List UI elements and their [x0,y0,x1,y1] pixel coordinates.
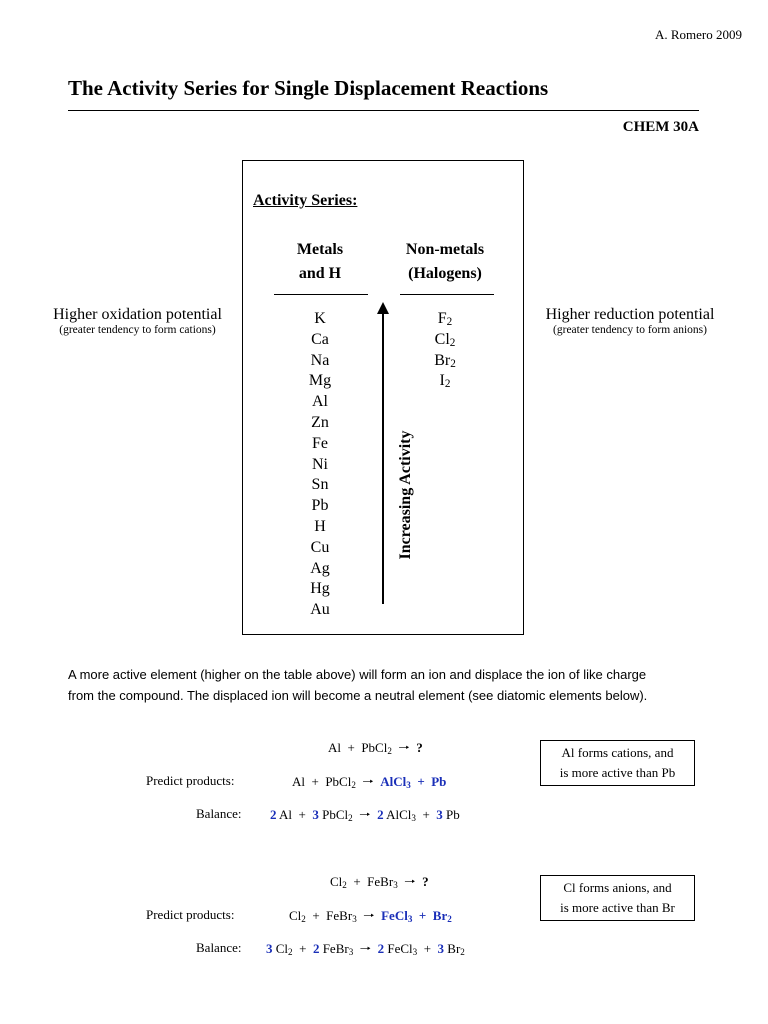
nonmetals-heading-rule [400,294,494,295]
halogen-item: $F_2$ [437,310,453,328]
metal-item: Sn [311,476,329,494]
metal-item: Ni [312,455,328,473]
page-title: The Activity Series for Single Displacement Reactions [68,76,549,100]
reduction-potential-note [536,306,724,336]
metal-item: Cu [310,538,330,556]
example1-balanced-equation: 2 Al + 3 PbCl$_2$ 🠒 2 AlCl$_3$ + 3 Pb [270,807,460,823]
metal-item: Hg [310,580,330,598]
metal-item: Mg [308,372,332,390]
metal-item: Zn [311,413,329,431]
reduction-potential-sub: (greater tendency to form anions) [553,324,707,336]
reaction-arrow-icon: 🠒 [363,908,375,923]
halogen-item: $Cl_2$ [434,330,456,349]
example2-predict-label: Predict products: [146,907,235,922]
metals-heading-line2: and H [298,265,342,282]
author-credit: A. Romero 2009 [654,27,742,42]
example1-predict-label: Predict products: [146,773,235,788]
metal-item: H [314,517,326,535]
example1-balance-label: Balance: [196,806,242,821]
example2-note-line1: Cl forms anions, and [563,880,672,895]
oxidation-potential-sub: (greater tendency to form cations) [59,324,216,336]
reaction-arrow-icon: 🠒 [404,874,416,889]
example1-note-line1: Al forms cations, and [561,745,674,760]
increasing-activity-arrow [382,312,384,604]
title-divider [68,110,699,111]
example2-balanced-equation: 3 $Cl_2 + 2$ FeBr$_3$ 🠒 2 FeCl$_3$ + 3 $Br_2$ [266,941,465,957]
reduction-potential-label: Higher reduction potential [545,306,715,323]
example2-question: $Cl_2$ + FeBr$_3$ 🠒 ? [330,874,429,890]
metal-item: K [314,310,326,327]
explanation-paragraph [68,664,708,706]
metal-item: Fe [312,434,328,452]
explanation-line1: A more active element (higher on the table above) will form an ion and displace the ion of like charge [68,667,647,682]
nonmetals-heading-line2: (Halogens) [408,265,482,282]
oxidation-potential-note [45,306,230,336]
nonmetals-column-heading [392,238,498,286]
increasing-activity-label: Increasing Activity [397,430,414,560]
metal-item: Au [310,601,330,619]
course-code: CHEM 30A [622,119,699,135]
example1-note [540,740,695,786]
metals-column-heading [268,238,372,286]
oxidation-potential-label: Higher oxidation potential [53,306,222,323]
example1-predict-equation: Al + PbCl$_2$ 🠒 AlCl$_3$ + Pb [292,774,447,790]
example2-note [540,875,695,921]
activity-series-heading: Activity Series: [253,192,358,209]
metal-item: Ca [311,330,329,348]
example1-question: Al + PbCl$_2$ 🠒 ? [328,740,423,756]
reaction-arrow-icon: 🠒 [359,807,371,822]
example2-predict-equation: $Cl_2$ + FeBr$_3$ 🠒 FeCl$_3$ + $Br_2$ [289,908,452,924]
reaction-arrow-icon: 🠒 [362,774,374,789]
halogen-item: $I_2$ [439,372,451,391]
reaction-arrow-icon: 🠒 [359,941,372,956]
metals-list [270,309,370,621]
nonmetals-heading-line1: Non-metals [405,241,485,258]
example2-balance-label: Balance: [196,940,242,955]
example2-note-line2: is more active than Br [560,900,675,915]
metals-heading-line1: Metals [296,241,344,258]
metal-item: Na [310,351,330,369]
explanation-line2: from the compound. The displaced ion will become a neutral element (see diatomic elements below). [68,688,648,703]
metals-heading-rule [274,294,368,295]
halogens-list [395,309,495,392]
metal-item: Ag [310,559,330,577]
reaction-arrow-icon: 🠒 [398,740,410,755]
example1-note-line2: is more active than Pb [559,765,676,780]
metal-item: Pb [311,497,329,515]
metal-item: Al [312,393,328,411]
arrow-up-icon [377,302,389,314]
halogen-item: $Br_2$ [434,351,456,370]
